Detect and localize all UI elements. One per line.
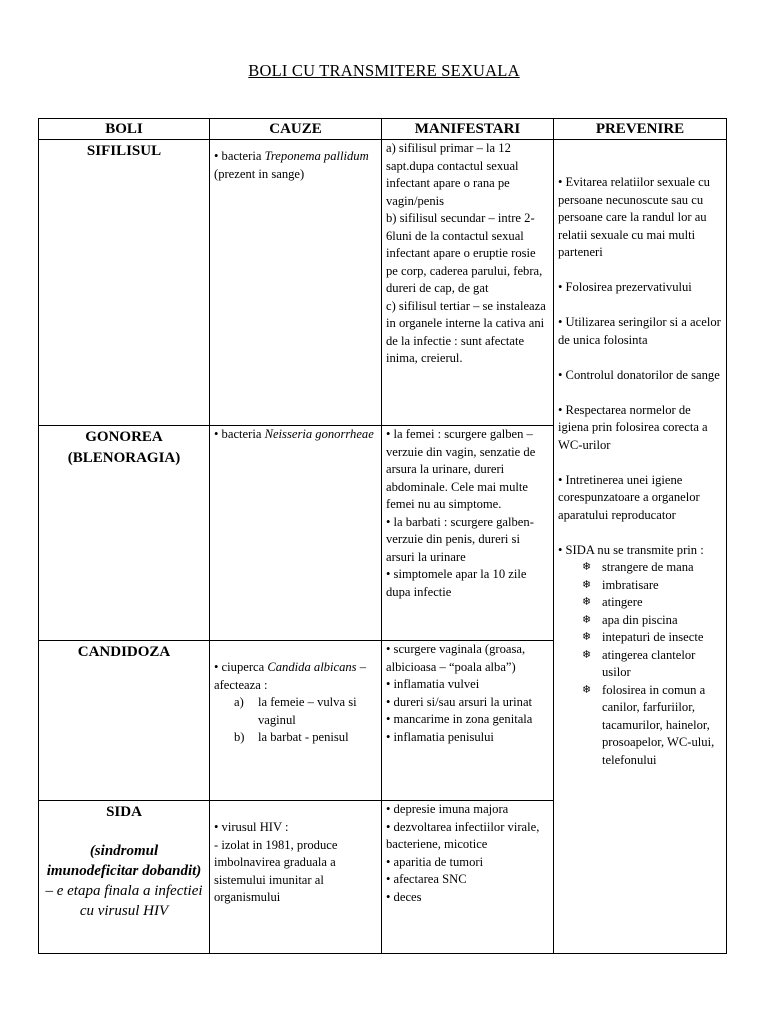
list-item xyxy=(582,612,722,630)
cause-cell xyxy=(210,426,382,641)
cause-cell xyxy=(210,801,382,954)
prevention-item: • Evitarea relatiilor sexuale cu persoane necunoscute sau cu persoane care la randul lor au relatii sexuale cu mai multi parteneri xyxy=(558,175,710,259)
disease-full-name: (sindromul imunodeficitar dobandit) xyxy=(46,843,202,879)
list-item xyxy=(234,694,377,729)
list-item-text: la femeie – vulva si vaginul xyxy=(258,695,357,727)
cause-cell xyxy=(210,140,382,426)
snowflake-icon: ❄ xyxy=(582,683,592,696)
manifestation-item: • mancarime in zona genitala xyxy=(386,712,533,726)
cause-organism: Treponema pallidum xyxy=(264,149,369,163)
table-row xyxy=(39,140,727,426)
snowflake-icon: ❄ xyxy=(582,613,592,626)
disease-cell xyxy=(39,426,210,641)
list-item xyxy=(582,629,722,647)
manifestation-item: c) sifilisul tertiar – se instaleaza in organele interne la cativa ani de la infectie : sunt afectate inima, creierul. xyxy=(386,298,546,365)
prevention-item: • Intretinerea unei igiene corespunzatoare a organelor aparatului reproducator xyxy=(558,472,700,522)
prevention-item: • Controlul donatorilor de sange xyxy=(558,367,720,382)
affected-organs-list xyxy=(214,694,377,747)
manifestation-item: • aparitia de tumori xyxy=(386,854,484,869)
manifestation-item: b) sifilisul secundar – intre 2-6luni de la contactul sexual infectant apare o eruptie rosie pe corp, caderea parului, febra, dureri de cap, de gat xyxy=(386,211,543,295)
disease-note: – e etapa finala a infectiei cu virusul HIV xyxy=(45,883,203,919)
list-item xyxy=(582,577,722,595)
snowflake-icon: ❄ xyxy=(582,578,592,591)
cause-suffix: (prezent in sange) xyxy=(214,166,305,181)
list-item-text: imbratisare xyxy=(602,577,659,592)
sida-not-transmitted-intro: • SIDA nu se transmite prin : xyxy=(558,542,704,557)
cause-prefix: • bacteria xyxy=(214,149,265,163)
cause-organism: Neisseria gonorrheae xyxy=(264,427,374,441)
manifestation-item: • deces xyxy=(386,889,422,904)
disease-alt-name: (BLENORAGIA) xyxy=(67,450,181,466)
list-item-label: b) xyxy=(234,730,245,744)
cause-suffix: – afecteaza : xyxy=(214,660,367,692)
list-item xyxy=(582,559,722,577)
header-prevenire: PREVENIRE xyxy=(554,119,727,140)
list-item-label: a) xyxy=(234,695,244,709)
cause-organism: Candida albicans xyxy=(267,660,357,674)
disease-cell xyxy=(39,641,210,801)
cause-cell xyxy=(210,641,382,801)
manifestation-item: • inflamatia penisului xyxy=(386,729,494,744)
disease-name: GONOREA xyxy=(85,429,163,445)
list-item-text: intepaturi de insecte xyxy=(602,630,704,644)
list-item-text: atingere xyxy=(602,595,643,609)
table-header-row xyxy=(39,119,727,140)
sida-not-transmitted-list xyxy=(558,559,722,769)
list-item xyxy=(234,729,377,747)
cause-prefix: • ciuperca xyxy=(214,660,268,674)
manifestation-item: a) sifilisul primar – la 12 sapt.dupa contactul sexual infectant apare o rana pe vagin/penis xyxy=(386,141,519,208)
header-cauze: CAUZE xyxy=(210,119,382,140)
header-boli: BOLI xyxy=(39,119,210,140)
manifestations-cell xyxy=(382,801,554,954)
prevention-item: • Respectarea normelor de igiena prin folosirea corecta a WC-urilor xyxy=(558,402,708,452)
snowflake-icon: ❄ xyxy=(582,631,592,643)
manifestations-cell xyxy=(382,140,554,426)
snowflake-icon: ❄ xyxy=(582,596,592,608)
prevention-item: • Utilizarea seringilor si a acelor de unica folosinta xyxy=(558,315,721,347)
document-title: BOLI CU TRANSMITERE SEXUALA xyxy=(248,61,520,80)
snowflake-icon: ❄ xyxy=(582,648,592,661)
list-item xyxy=(582,682,722,770)
manifestation-item: • afectarea SNC xyxy=(386,872,467,886)
prevention-cell xyxy=(554,140,727,954)
list-item-text: folosirea in comun a canilor, farfuriilor, tacamurilor, hainelor, prosoapelor, WC-ului, telefonului xyxy=(602,682,715,767)
disease-cell xyxy=(39,140,210,426)
list-item xyxy=(582,594,722,612)
manifestation-item: • simptomele apar la 10 zile dupa infectie xyxy=(386,567,527,599)
list-item xyxy=(582,647,722,682)
std-table xyxy=(38,118,727,954)
manifestation-item: • dezvoltarea infectiilor virale, bacteriene, micotice xyxy=(386,819,540,851)
list-item-text: apa din piscina xyxy=(602,612,678,627)
manifestation-item: • dureri si/sau arsuri la urinat xyxy=(386,694,533,709)
list-item-text: strangere de mana xyxy=(602,560,694,574)
snowflake-icon: ❄ xyxy=(582,561,592,573)
disease-description xyxy=(43,841,205,921)
disease-name: SIDA xyxy=(106,804,142,820)
manifestations-cell xyxy=(382,641,554,801)
cause-line: • virusul HIV : xyxy=(214,820,289,834)
cause-line: - izolat in 1981, produce imbolnavirea graduala a sistemului imunitar al organismului xyxy=(214,837,338,904)
prevention-item: • Folosirea prezervativului xyxy=(558,280,692,294)
disease-name: CANDIDOZA xyxy=(77,644,171,660)
manifestation-item: • la barbati : scurgere galben-verzuie din penis, dureri si arsuri la urinare xyxy=(386,514,534,564)
header-manifestari: MANIFESTARI xyxy=(382,119,554,140)
cause-prefix: • bacteria xyxy=(214,427,265,441)
manifestation-item: • scurgere vaginala (groasa, albicioasa – “poala alba”) xyxy=(386,642,526,674)
manifestation-item: • depresie imuna majora xyxy=(386,802,509,816)
manifestations-cell xyxy=(382,426,554,641)
manifestation-item: • la femei : scurgere galben – verzuie din vagin, senzatie de arsura la urinare, dureri abdominale. Cele mai multe femei nu au simptome. xyxy=(386,427,536,511)
list-item-text: atingerea clantelor usilor xyxy=(602,647,696,679)
disease-cell xyxy=(39,801,210,954)
manifestation-item: • inflamatia vulvei xyxy=(386,677,480,691)
disease-name: SIFILISUL xyxy=(86,143,162,159)
list-item-text: la barbat - penisul xyxy=(258,730,349,744)
